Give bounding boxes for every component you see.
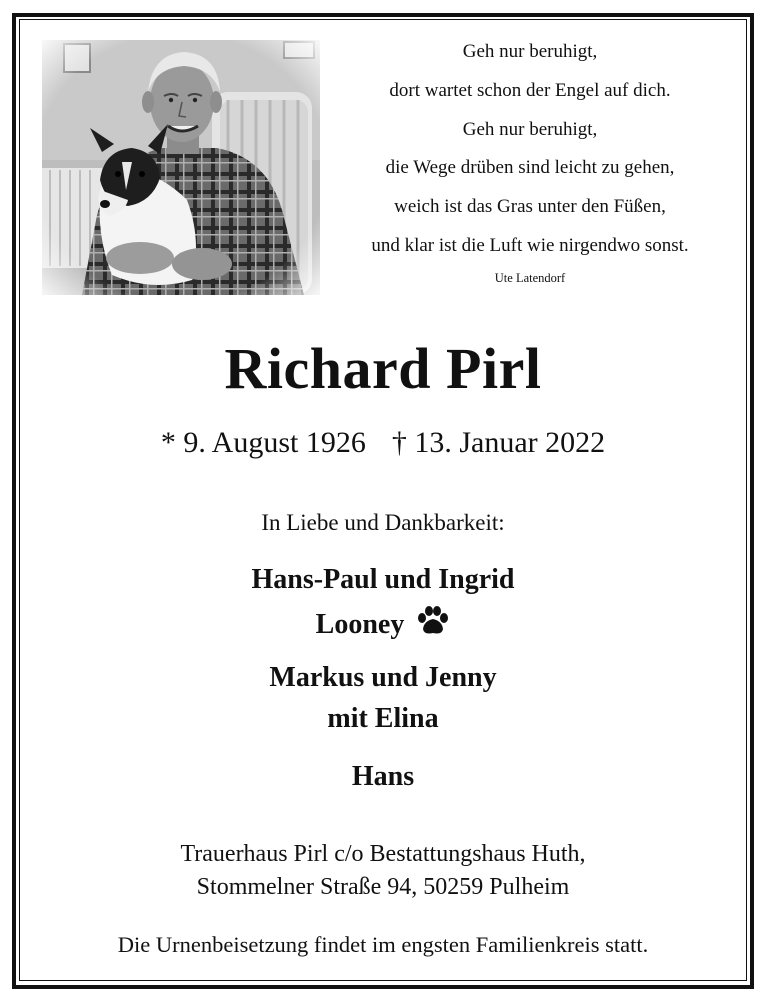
mourners-intro: In Liebe und Dankbarkeit: [261,510,505,535]
address-line: Stommelner Straße 94, 50259 Pulheim [196,874,570,900]
mourner-line: Hans [351,761,415,792]
poem-line: und klar ist die Luft wie nirgendwo sonst. [371,234,689,256]
address-line: Trauerhaus Pirl c/o Bestattungshaus Huth, [180,841,586,867]
mourner-line: Markus und Jenny [269,662,497,693]
mourner-line: mit Elina [327,703,439,734]
poem-line: Geh nur beruhigt, [462,41,598,62]
deceased-name: Richard Pirl [224,336,542,401]
paw-icon [416,606,450,642]
poem [320,33,740,286]
death-date: † 13. Januar 2022 [391,426,606,459]
burial-notice: Die Urnenbeisetzung findet im engsten Familienkreis statt. [117,932,649,957]
life-dates [0,428,766,458]
mourner-line-with-paw [0,606,766,642]
poem-author: Ute Latendorf [494,270,566,285]
poem-line: Geh nur beruhigt, [462,118,598,140]
poem-line: die Wege drüben sind leicht zu gehen, [385,157,675,179]
poem-line: dort wartet schon der Engel auf dich. [389,79,671,101]
portrait-photo [42,40,320,295]
poem-line: weich ist das Gras unter den Füßen, [394,196,666,218]
mourner-line: Hans-Paul und Ingrid [251,564,515,595]
birth-date: * 9. August 1926 [160,426,366,459]
mourner-pet-name: Looney [315,609,405,640]
